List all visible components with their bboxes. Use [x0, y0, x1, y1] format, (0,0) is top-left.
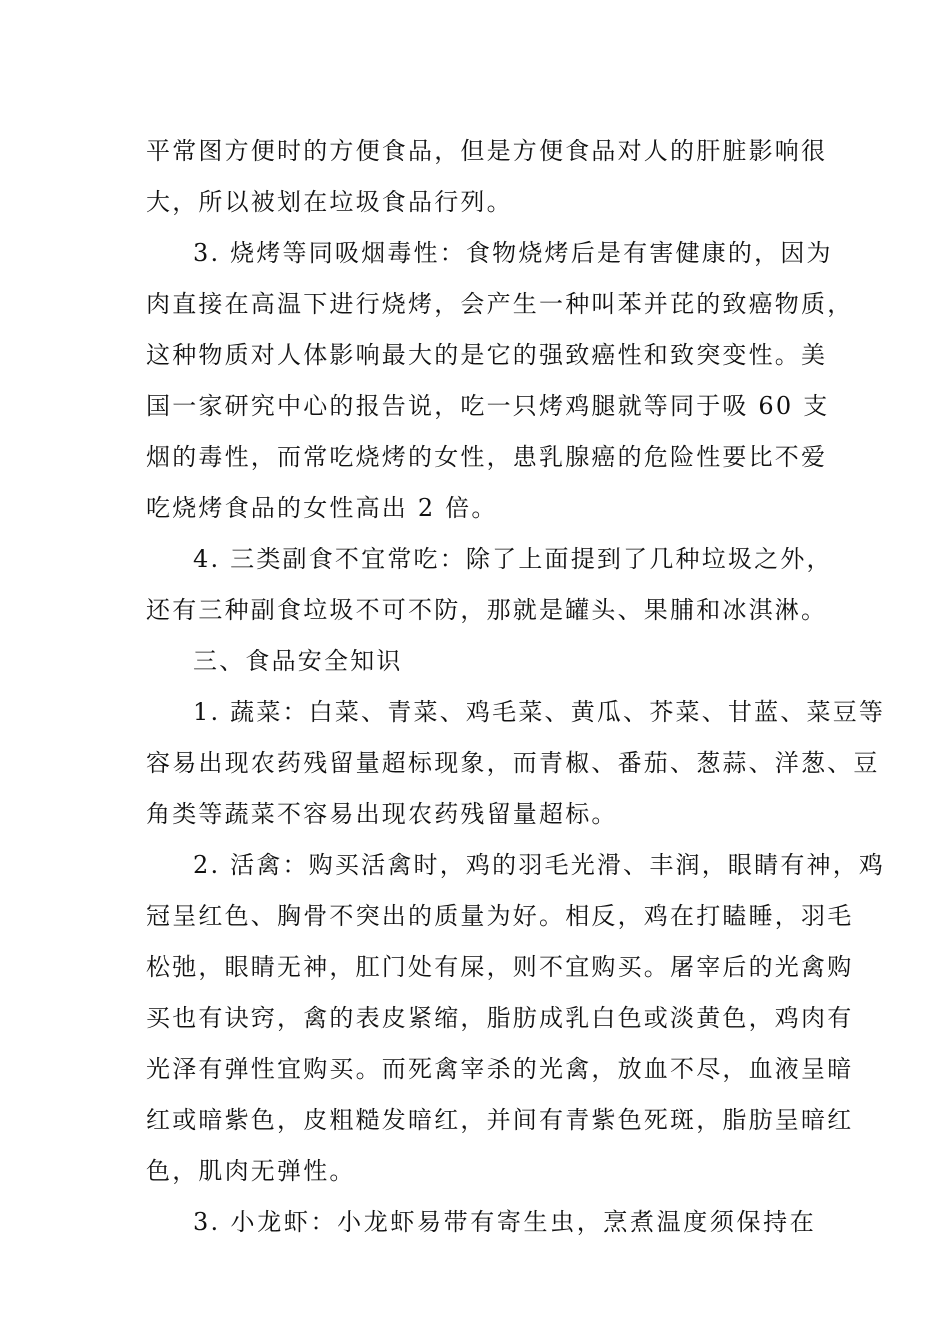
text-line: 吃烧烤食品的女性高出 2 倍。 [146, 494, 498, 522]
paragraph-heading-3: 3. 烧烤等同吸烟毒性：食物烧烤后是有害健康的，因为 [193, 239, 833, 267]
text-line: 角类等蔬菜不容易出现农药残留量超标。 [146, 800, 618, 828]
paragraph-heading-4: 4. 三类副食不宜常吃：除了上面提到了几种垃圾之外， [193, 545, 833, 573]
text-line: 松弛，眼睛无神，肛门处有屎，则不宜购买。屠宰后的光禽购 [146, 953, 854, 981]
text-line: 红或暗紫色，皮粗糙发暗红，并间有青紫色死斑，脂肪呈暗红 [146, 1106, 854, 1134]
text-line: 还有三种副食垃圾不可不防，那就是罐头、果脯和冰淇淋。 [146, 596, 828, 624]
text-line: 这种物质对人体影响最大的是它的强致癌性和致突变性。美 [146, 341, 828, 369]
text-line: 大，所以被划在垃圾食品行列。 [146, 188, 513, 216]
text-line: 肉直接在高温下进行烧烤，会产生一种叫苯并芘的致癌物质， [146, 290, 854, 318]
text-line: 容易出现农药残留量超标现象，而青椒、番茄、葱蒜、洋葱、豆 [146, 749, 880, 777]
text-line: 买也有诀窍，禽的表皮紧缩，脂肪成乳白色或淡黄色，鸡肉有 [146, 1004, 854, 1032]
text-line: 烟的毒性，而常吃烧烤的女性，患乳腺癌的危险性要比不爱 [146, 443, 828, 471]
paragraph-heading-2: 2. 活禽：购买活禽时，鸡的羽毛光滑、丰润，眼睛有神，鸡 [193, 851, 886, 879]
text-line: 平常图方便时的方便食品，但是方便食品对人的肝脏影响很 [146, 137, 828, 165]
text-line: 冠呈红色、胸骨不突出的质量为好。相反，鸡在打瞌睡，羽毛 [146, 902, 854, 930]
text-line: 光泽有弹性宜购买。而死禽宰杀的光禽，放血不尽，血液呈暗 [146, 1055, 854, 1083]
text-line: 色，肌肉无弹性。 [146, 1157, 356, 1185]
section-heading: 三、食品安全知识 [193, 647, 403, 675]
paragraph-heading-1: 1. 蔬菜：白菜、青菜、鸡毛菜、黄瓜、芥菜、甘蓝、菜豆等 [193, 698, 886, 726]
paragraph-heading-3b: 3. 小龙虾：小龙虾易带有寄生虫，烹煮温度须保持在 [193, 1208, 816, 1236]
text-line: 国一家研究中心的报告说，吃一只烤鸡腿就等同于吸 60 支 [146, 392, 830, 420]
